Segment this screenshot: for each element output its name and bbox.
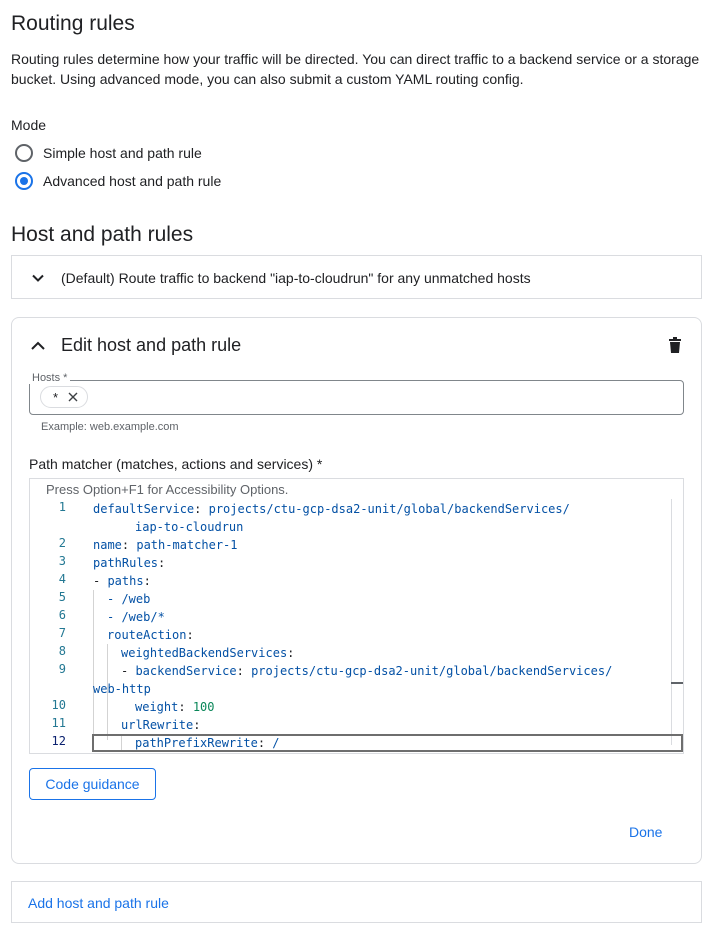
path-matcher-label: Path matcher (matches, actions and services) *	[29, 456, 323, 472]
routing-rules-title: Routing rules	[11, 12, 135, 35]
code-line-1: defaultService: projects/ctu-gcp-dsa2-unit/global/backendServices/	[93, 502, 570, 516]
code-line-11: urlRewrite:	[121, 718, 201, 732]
code-line-8: weightedBackendServices:	[121, 646, 295, 660]
edit-rule-panel	[11, 317, 702, 864]
add-host-path-rule-button[interactable]: Add host and path rule	[28, 895, 169, 911]
code-line-1-wrap: iap-to-cloudrun	[135, 520, 244, 534]
code-line-6: - /web/*	[107, 610, 165, 624]
host-path-rules-title: Host and path rules	[11, 223, 194, 246]
line-number: 2	[58, 536, 66, 550]
mode-option-simple[interactable]	[15, 141, 202, 165]
line-number: 3	[58, 554, 66, 568]
code-line-4: - paths:	[93, 574, 151, 588]
line-number: 7	[58, 626, 66, 640]
default-rule-panel[interactable]	[11, 255, 702, 299]
code-line-2: name: path-matcher-1	[93, 538, 238, 552]
editor-scrollbar[interactable]	[671, 499, 672, 745]
line-number: 5	[58, 590, 66, 604]
edit-rule-title: Edit host and path rule	[61, 335, 242, 355]
line-number: 4	[58, 572, 66, 586]
line-number: 6	[58, 608, 66, 622]
code-line-3: pathRules:	[93, 556, 166, 570]
mode-option-advanced[interactable]	[15, 169, 221, 193]
radio-advanced[interactable]	[15, 172, 33, 190]
code-line-10: weight: 100	[135, 700, 215, 714]
line-number: 12	[51, 734, 66, 748]
radio-simple[interactable]	[15, 144, 33, 162]
code-line-5: - /web	[107, 592, 151, 606]
accessibility-hint: Press Option+F1 for Accessibility Options.	[46, 482, 289, 497]
mode-label: Mode	[11, 117, 47, 133]
code-line-9: - backendService: projects/ctu-gcp-dsa2-unit/global/backendServices/	[121, 664, 613, 678]
indent-guide	[93, 590, 94, 740]
close-icon[interactable]	[68, 392, 78, 402]
code-line-9-wrap: web-http	[93, 682, 151, 696]
mode-option-advanced-label: Advanced host and path rule	[43, 173, 222, 189]
editor-scrollbar-thumb[interactable]	[671, 682, 683, 684]
add-rule-panel[interactable]	[11, 881, 702, 923]
hosts-hint: Example: web.example.com	[41, 421, 179, 433]
host-chip[interactable]	[40, 386, 88, 408]
line-number: 11	[51, 716, 66, 730]
mode-option-simple-label: Simple host and path rule	[43, 145, 202, 161]
code-line-7: routeAction:	[107, 628, 194, 642]
line-number: 10	[51, 698, 66, 712]
line-number: 1	[58, 500, 66, 514]
chevron-up-icon[interactable]	[29, 338, 47, 354]
routing-rules-description: Routing rules determine how your traffic will be directed. You can direct traffic to a backend service or a storage bucket. Using advanced mode, you can also submit a custom YAML routing config.	[11, 51, 700, 87]
yaml-code-editor[interactable]	[29, 478, 684, 754]
delete-icon[interactable]	[668, 337, 682, 353]
done-button[interactable]: Done	[629, 824, 663, 840]
host-chip-label: *	[53, 389, 59, 405]
chevron-down-icon[interactable]	[30, 270, 46, 286]
hosts-field[interactable]	[29, 372, 684, 415]
line-number: 9	[58, 662, 66, 676]
line-number: 8	[58, 644, 66, 658]
code-guidance-button[interactable]: Code guidance	[29, 768, 156, 800]
default-rule-text: (Default) Route traffic to backend "iap-to-cloudrun" for any unmatched hosts	[61, 270, 531, 286]
code-line-12: pathPrefixRewrite: /	[135, 736, 280, 750]
hosts-label: Hosts *	[29, 372, 70, 384]
